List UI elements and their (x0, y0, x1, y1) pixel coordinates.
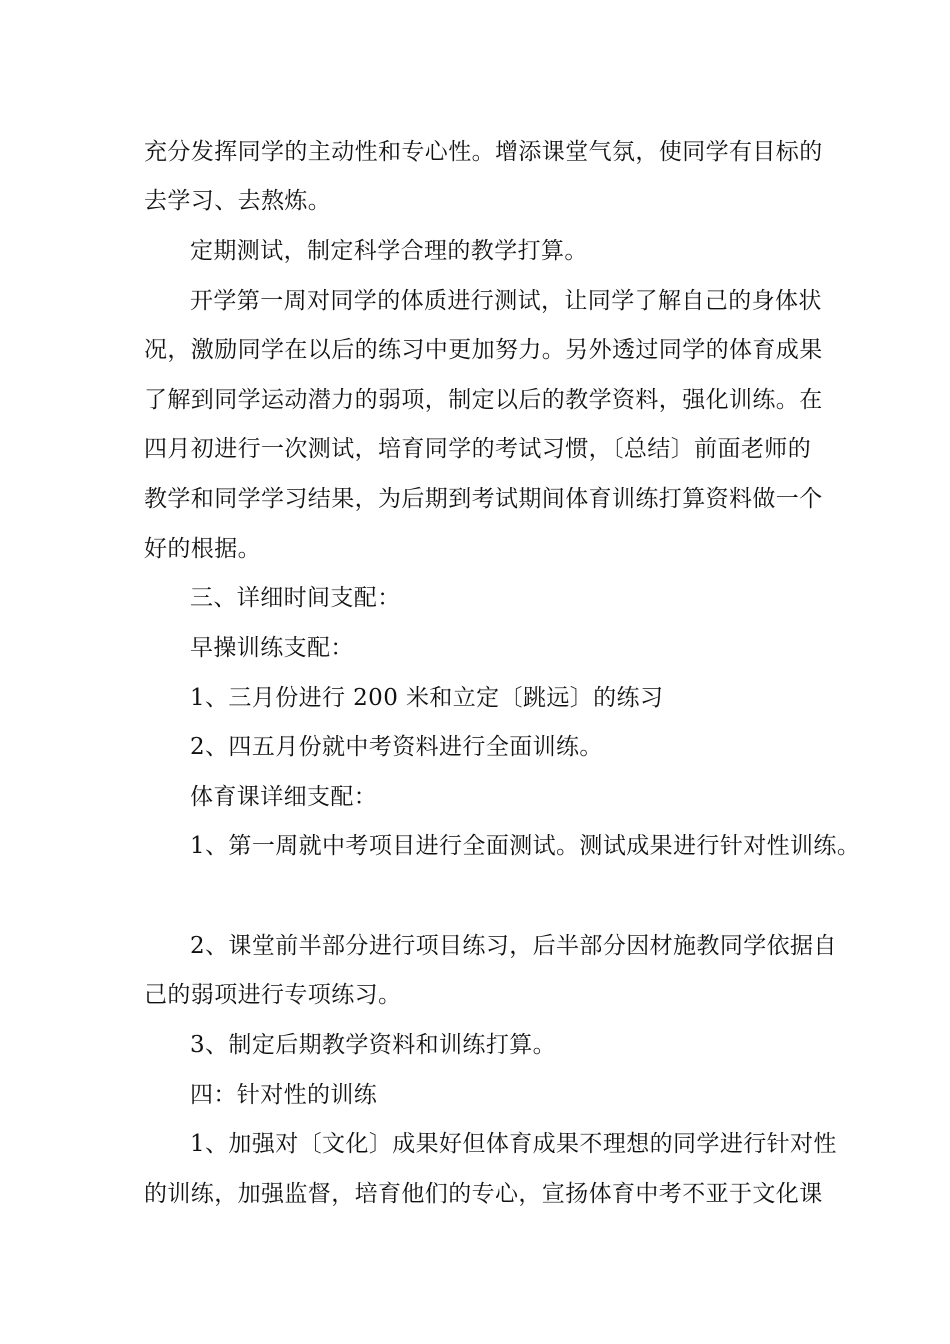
paragraph-line: 定期测试，制定科学合理的教学打算。 (190, 238, 588, 264)
paragraph-line: 充分发挥同学的主动性和专心性。增添课堂气氛，使同学有目标的 (144, 139, 823, 165)
paragraph-line: 己的弱项进行专项练习。 (144, 982, 402, 1008)
list-item: 1、三月份进行 200 米和立定〔跳远〕的练习 (190, 685, 664, 711)
section-heading: 三、详细时间支配： (190, 585, 401, 611)
paragraph-line: 好的根据。 (144, 536, 261, 562)
subheading: 体育课详细支配： (190, 784, 378, 810)
subheading: 早操训练支配： (190, 635, 354, 661)
paragraph-line: 四月初进行一次测试，培育同学的考试习惯，〔总结〕前面老师的 (144, 436, 812, 462)
list-item: 3、制定后期教学资料和训练打算。 (190, 1032, 557, 1058)
list-item: 1、加强对〔文化〕成果好但体育成果不理想的同学进行针对性 (190, 1131, 837, 1157)
list-item: 1、第一周就中考项目进行全面测试。测试成果进行针对性训练。 (190, 833, 861, 859)
paragraph-line: 去学习、去熬炼。 (144, 188, 332, 214)
section-heading: 四：针对性的训练 (190, 1082, 378, 1108)
paragraph-line: 教学和同学学习结果，为后期到考试期间体育训练打算资料做一个 (144, 486, 823, 512)
paragraph-line: 了解到同学运动潜力的弱项，制定以后的教学资料，强化训练。在 (144, 387, 823, 413)
paragraph-line: 况，激励同学在以后的练习中更加努力。另外透过同学的体育成果 (144, 337, 823, 363)
list-item: 2、四五月份就中考资料进行全面训练。 (190, 734, 603, 760)
paragraph-line: 开学第一周对同学的体质进行测试，让同学了解自己的身体状 (190, 288, 822, 314)
paragraph-line: 的训练，加强监督，培育他们的专心，宣扬体育中考不亚于文化课 (144, 1181, 823, 1207)
list-item: 2、课堂前半部分进行项目练习，后半部分因材施教同学依据自 (190, 933, 837, 959)
